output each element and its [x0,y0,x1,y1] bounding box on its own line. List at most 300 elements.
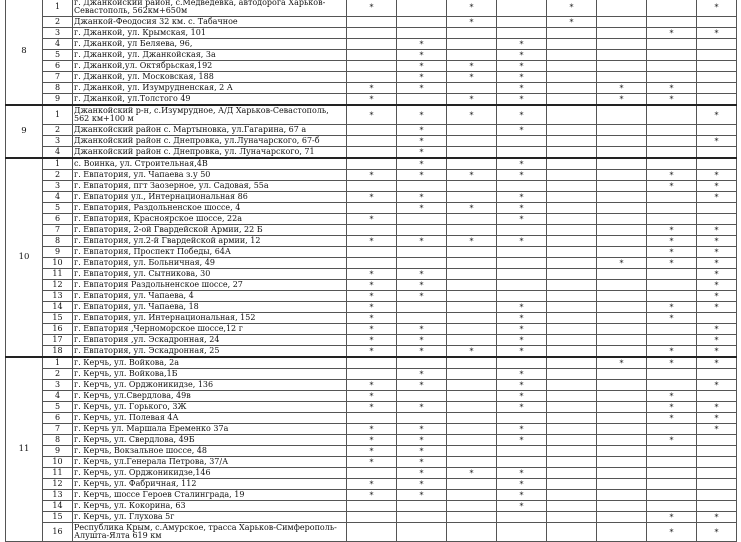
mark-cell-7 [647,0,697,17]
table-row [6,17,737,28]
mark-cell-3 [447,446,497,457]
table-row [6,457,737,468]
mark-cell-8: * [697,291,737,302]
mark-cell-6 [597,181,647,192]
address-cell: г. Евпатория, Красноярское шоссе, 22а [73,214,347,225]
mark-cell-1: * [347,280,397,291]
mark-cell-7 [647,479,697,490]
mark-cell-3: * [447,61,497,72]
row-number-cell: 7 [43,424,73,435]
mark-cell-2 [397,302,447,313]
mark-cell-4 [497,280,547,291]
row-number-cell: 7 [43,225,73,236]
mark-cell-8: * [697,105,737,125]
address-cell: г. Керчь, ул. Полевая 4А [73,413,347,424]
mark-cell-2: * [397,291,447,302]
table-row [6,181,737,192]
mark-cell-5 [547,61,597,72]
address-cell: г. Евпатория, ул. Больничная, 49 [73,258,347,269]
address-cell: г. Евпатория, 2-ой Гвардейской Армии, 22 Б [73,225,347,236]
mark-cell-4: * [497,214,547,225]
mark-cell-5 [547,313,597,324]
mark-cell-2: * [397,490,447,501]
mark-cell-4 [497,291,547,302]
table-row [6,479,737,490]
mark-cell-6 [597,468,647,479]
mark-cell-7 [647,380,697,391]
mark-cell-5 [547,369,597,380]
mark-cell-2: * [397,335,447,346]
mark-cell-7 [647,105,697,125]
row-number-cell: 15 [43,512,73,523]
row-number-cell: 12 [43,479,73,490]
mark-cell-7 [647,147,697,159]
mark-cell-6 [597,147,647,159]
mark-cell-5 [547,291,597,302]
mark-cell-6 [597,512,647,523]
row-number-cell: 7 [43,72,73,83]
mark-cell-8: * [697,170,737,181]
address-cell: г. Керчь, ул. Свердлова, 49Б [73,435,347,446]
address-cell: г. Евпатория, Проспект Победы, 64А [73,247,347,258]
row-number-cell: 4 [43,391,73,402]
mark-cell-3 [447,402,497,413]
mark-cell-5 [547,192,597,203]
address-cell: г. Керчь ул. Маршала Еременко 37а [73,424,347,435]
mark-cell-1 [347,413,397,424]
mark-cell-2: * [397,280,447,291]
mark-cell-2: * [397,203,447,214]
address-cell: г. Евпатория, ул. Чапаева, 18 [73,302,347,313]
mark-cell-6 [597,247,647,258]
mark-cell-8 [697,479,737,490]
mark-cell-6 [597,313,647,324]
mark-cell-1 [347,468,397,479]
table-row [6,236,737,247]
mark-cell-7: * [647,236,697,247]
mark-cell-1: * [347,402,397,413]
address-cell: г. Евпатория, ул. Чапаева з.у 50 [73,170,347,181]
mark-cell-7 [647,424,697,435]
mark-cell-2 [397,357,447,369]
mark-cell-3 [447,158,497,170]
mark-cell-1: * [347,83,397,94]
row-number-cell: 4 [43,192,73,203]
mark-cell-6 [597,269,647,280]
mark-cell-5 [547,324,597,335]
mark-cell-8 [697,446,737,457]
mark-cell-5 [547,512,597,523]
mark-cell-3 [447,501,497,512]
mark-cell-4 [497,258,547,269]
mark-cell-6 [597,501,647,512]
mark-cell-5 [547,335,597,346]
table-row [6,83,737,94]
row-number-cell: 8 [43,236,73,247]
mark-cell-3: * [447,203,497,214]
mark-cell-2: * [397,83,447,94]
mark-cell-5 [547,136,597,147]
mark-cell-7: * [647,94,697,106]
mark-cell-2: * [397,346,447,358]
table-row [6,501,737,512]
row-number-cell: 13 [43,291,73,302]
mark-cell-4 [497,136,547,147]
mark-cell-6 [597,0,647,17]
mark-cell-1 [347,136,397,147]
mark-cell-2: * [397,269,447,280]
mark-cell-6 [597,369,647,380]
mark-cell-6 [597,17,647,28]
mark-cell-1: * [347,313,397,324]
mark-cell-4: * [497,380,547,391]
mark-cell-7 [647,39,697,50]
stations-table [5,0,737,542]
row-number-cell: 2 [43,170,73,181]
table-row [6,269,737,280]
mark-cell-8 [697,214,737,225]
mark-cell-5 [547,28,597,39]
mark-cell-7: * [647,391,697,402]
mark-cell-5 [547,413,597,424]
mark-cell-8 [697,72,737,83]
mark-cell-3: * [447,105,497,125]
table-row [6,94,737,106]
mark-cell-3 [447,391,497,402]
mark-cell-7: * [647,357,697,369]
mark-cell-5 [547,225,597,236]
mark-cell-8 [697,435,737,446]
mark-cell-3 [447,147,497,159]
mark-cell-5 [547,105,597,125]
mark-cell-3 [447,50,497,61]
mark-cell-2 [397,313,447,324]
mark-cell-3 [447,357,497,369]
row-number-cell: 8 [43,435,73,446]
mark-cell-8: * [697,181,737,192]
row-number-cell: 13 [43,490,73,501]
row-number-cell: 5 [43,203,73,214]
mark-cell-8: * [697,28,737,39]
table-row [6,380,737,391]
mark-cell-1: * [347,236,397,247]
group-number-cell: 10 [6,158,43,357]
table-row [6,357,737,369]
mark-cell-2 [397,17,447,28]
mark-cell-2 [397,28,447,39]
mark-cell-8 [697,313,737,324]
row-number-cell: 9 [43,94,73,106]
table-row [6,302,737,313]
mark-cell-8: * [697,324,737,335]
mark-cell-3 [447,324,497,335]
mark-cell-5 [547,147,597,159]
mark-cell-6 [597,39,647,50]
group-number-cell: 8 [6,0,43,105]
mark-cell-8 [697,369,737,380]
address-cell: Республика Крым, с.Амурское, трасса Харьков-Симферополь-Алушта-Ялта 619 км [73,523,347,542]
mark-cell-1: * [347,380,397,391]
mark-cell-4: * [497,125,547,136]
mark-cell-7 [647,136,697,147]
mark-cell-4: * [497,83,547,94]
mark-cell-1 [347,501,397,512]
row-number-cell: 3 [43,136,73,147]
mark-cell-7 [647,72,697,83]
mark-cell-8 [697,391,737,402]
address-cell: г. Евпатория, ул. Чапаева, 4 [73,291,347,302]
mark-cell-3: * [447,170,497,181]
mark-cell-3: * [447,236,497,247]
mark-cell-4 [497,357,547,369]
mark-cell-3: * [447,0,497,17]
table-row [6,203,737,214]
address-cell: г. Евпатория, пгт Заозерное, ул. Садовая, 55а [73,181,347,192]
mark-cell-6 [597,50,647,61]
mark-cell-1: * [347,435,397,446]
mark-cell-7 [647,158,697,170]
row-number-cell: 2 [43,125,73,136]
mark-cell-5 [547,247,597,258]
address-cell: г. Евпатория ,Черноморское шоссе,12 г [73,324,347,335]
mark-cell-6 [597,457,647,468]
mark-cell-3 [447,479,497,490]
mark-cell-6 [597,335,647,346]
mark-cell-2: * [397,457,447,468]
mark-cell-5: * [547,0,597,17]
address-cell: г. Керчь, шоссе Героев Сталинграда, 19 [73,490,347,501]
mark-cell-8: * [697,236,737,247]
mark-cell-4: * [497,335,547,346]
row-number-cell: 1 [43,0,73,17]
table-row [6,247,737,258]
mark-cell-5 [547,468,597,479]
table-row [6,512,737,523]
address-cell: г. Евпатория ул., Интернациональная 86 [73,192,347,203]
mark-cell-1: * [347,346,397,358]
mark-cell-6: * [597,258,647,269]
address-cell: г. Джанкой, ул. Изумрудненская, 2 А [73,83,347,94]
mark-cell-2: * [397,61,447,72]
mark-cell-8: * [697,192,737,203]
mark-cell-2 [397,94,447,106]
row-number-cell: 3 [43,380,73,391]
mark-cell-2: * [397,158,447,170]
mark-cell-4: * [497,402,547,413]
table-row [6,424,737,435]
mark-cell-1: * [347,291,397,302]
table-row [6,170,737,181]
row-number-cell: 6 [43,214,73,225]
mark-cell-8: * [697,247,737,258]
mark-cell-8: * [697,0,737,17]
table-row [6,413,737,424]
mark-cell-8 [697,501,737,512]
mark-cell-3: * [447,468,497,479]
mark-cell-1 [347,147,397,159]
address-cell: г. Джанкой, ул. Московская, 188 [73,72,347,83]
mark-cell-7: * [647,302,697,313]
mark-cell-2: * [397,479,447,490]
mark-cell-7 [647,50,697,61]
row-number-cell: 6 [43,61,73,72]
mark-cell-5 [547,446,597,457]
mark-cell-7: * [647,181,697,192]
row-number-cell: 10 [43,457,73,468]
mark-cell-4: * [497,236,547,247]
row-number-cell: 16 [43,523,73,542]
table-row [6,291,737,302]
mark-cell-4: * [497,192,547,203]
address-cell: с. Воинка, ул. Строительная,4В [73,158,347,170]
mark-cell-5 [547,258,597,269]
mark-cell-8: * [697,357,737,369]
mark-cell-8 [697,468,737,479]
mark-cell-6 [597,158,647,170]
mark-cell-8: * [697,269,737,280]
mark-cell-7: * [647,83,697,94]
mark-cell-2 [397,181,447,192]
mark-cell-2: * [397,369,447,380]
address-cell: г. Евпатория ,ул. Эскадронная, 24 [73,335,347,346]
mark-cell-4: * [497,369,547,380]
mark-cell-6 [597,214,647,225]
address-cell: г. Евпатория, ул. Эскадронная, 25 [73,346,347,358]
mark-cell-1: * [347,446,397,457]
mark-cell-6 [597,324,647,335]
mark-cell-4 [497,413,547,424]
mark-cell-5 [547,457,597,468]
mark-cell-2: * [397,424,447,435]
table-row [6,280,737,291]
row-number-cell: 2 [43,369,73,380]
mark-cell-7 [647,335,697,346]
mark-cell-8: * [697,402,737,413]
mark-cell-5 [547,346,597,358]
address-cell: г. Евпатория Раздольненское шоссе, 27 [73,280,347,291]
table-row [6,214,737,225]
mark-cell-6 [597,225,647,236]
mark-cell-4 [497,17,547,28]
row-number-cell: 1 [43,105,73,125]
mark-cell-7: * [647,413,697,424]
row-number-cell: 14 [43,302,73,313]
mark-cell-8: * [697,523,737,542]
mark-cell-2: * [397,170,447,181]
address-cell: г. Керчь, ул. Орджоникидзе, 136 [73,380,347,391]
table-row [6,402,737,413]
mark-cell-4 [497,147,547,159]
mark-cell-3 [447,214,497,225]
address-cell: г. Керчь, ул. Горького, 3Ж [73,402,347,413]
address-cell: Джанкой-Феодосия 32 км. с. Табачное [73,17,347,28]
mark-cell-3 [447,258,497,269]
mark-cell-7 [647,468,697,479]
address-cell: г. Джанкойский район, с.Медведевка, автодорога Харьков-Севастополь, 562км+650м [73,0,347,17]
mark-cell-2 [397,391,447,402]
mark-cell-1: * [347,324,397,335]
mark-cell-5 [547,269,597,280]
mark-cell-6 [597,402,647,413]
table-row [6,28,737,39]
mark-cell-7 [647,291,697,302]
mark-cell-2 [397,413,447,424]
mark-cell-1 [347,50,397,61]
mark-cell-1 [347,357,397,369]
mark-cell-6 [597,125,647,136]
mark-cell-1: * [347,269,397,280]
row-number-cell: 12 [43,280,73,291]
mark-cell-7 [647,17,697,28]
mark-cell-7 [647,280,697,291]
mark-cell-6 [597,446,647,457]
mark-cell-4: * [497,158,547,170]
mark-cell-2: * [397,402,447,413]
mark-cell-4 [497,457,547,468]
mark-cell-7: * [647,247,697,258]
mark-cell-5 [547,170,597,181]
mark-cell-3 [447,136,497,147]
mark-cell-6 [597,424,647,435]
address-cell: Джанкойский район с. Днепровка, ул. Луначарского, 71 [73,147,347,159]
mark-cell-5 [547,158,597,170]
mark-cell-4: * [497,50,547,61]
mark-cell-6 [597,291,647,302]
mark-cell-1 [347,247,397,258]
mark-cell-3: * [447,72,497,83]
mark-cell-5 [547,479,597,490]
mark-cell-3 [447,39,497,50]
table-row [6,391,737,402]
row-number-cell: 18 [43,346,73,358]
mark-cell-6 [597,170,647,181]
mark-cell-5 [547,181,597,192]
row-number-cell: 2 [43,17,73,28]
mark-cell-6 [597,413,647,424]
row-number-cell: 14 [43,501,73,512]
table-row [6,39,737,50]
mark-cell-3 [447,28,497,39]
table-row [6,158,737,170]
mark-cell-6 [597,61,647,72]
mark-cell-7 [647,125,697,136]
mark-cell-7: * [647,28,697,39]
mark-cell-5 [547,203,597,214]
mark-cell-1 [347,369,397,380]
address-cell: г. Евпатория, ул. Интернациональная, 152 [73,313,347,324]
mark-cell-3 [447,490,497,501]
mark-cell-7 [647,214,697,225]
mark-cell-5 [547,357,597,369]
table-row [6,435,737,446]
mark-cell-7: * [647,512,697,523]
mark-cell-4: * [497,479,547,490]
mark-cell-7 [647,324,697,335]
mark-cell-5 [547,39,597,50]
mark-cell-8 [697,17,737,28]
mark-cell-5 [547,72,597,83]
mark-cell-1: * [347,192,397,203]
address-cell: г. Керчь, ул. Войкова,1Б [73,369,347,380]
mark-cell-8: * [697,424,737,435]
address-cell: Джанкойский район с. Мартыновка, ул.Гагарина, 67 а [73,125,347,136]
mark-cell-3 [447,413,497,424]
row-number-cell: 5 [43,402,73,413]
address-cell: г. Керчь, ул. Глухова 5г [73,512,347,523]
mark-cell-2 [397,247,447,258]
mark-cell-6 [597,490,647,501]
address-cell: г. Керчь, ул.Генерала Петрова, 37/А [73,457,347,468]
